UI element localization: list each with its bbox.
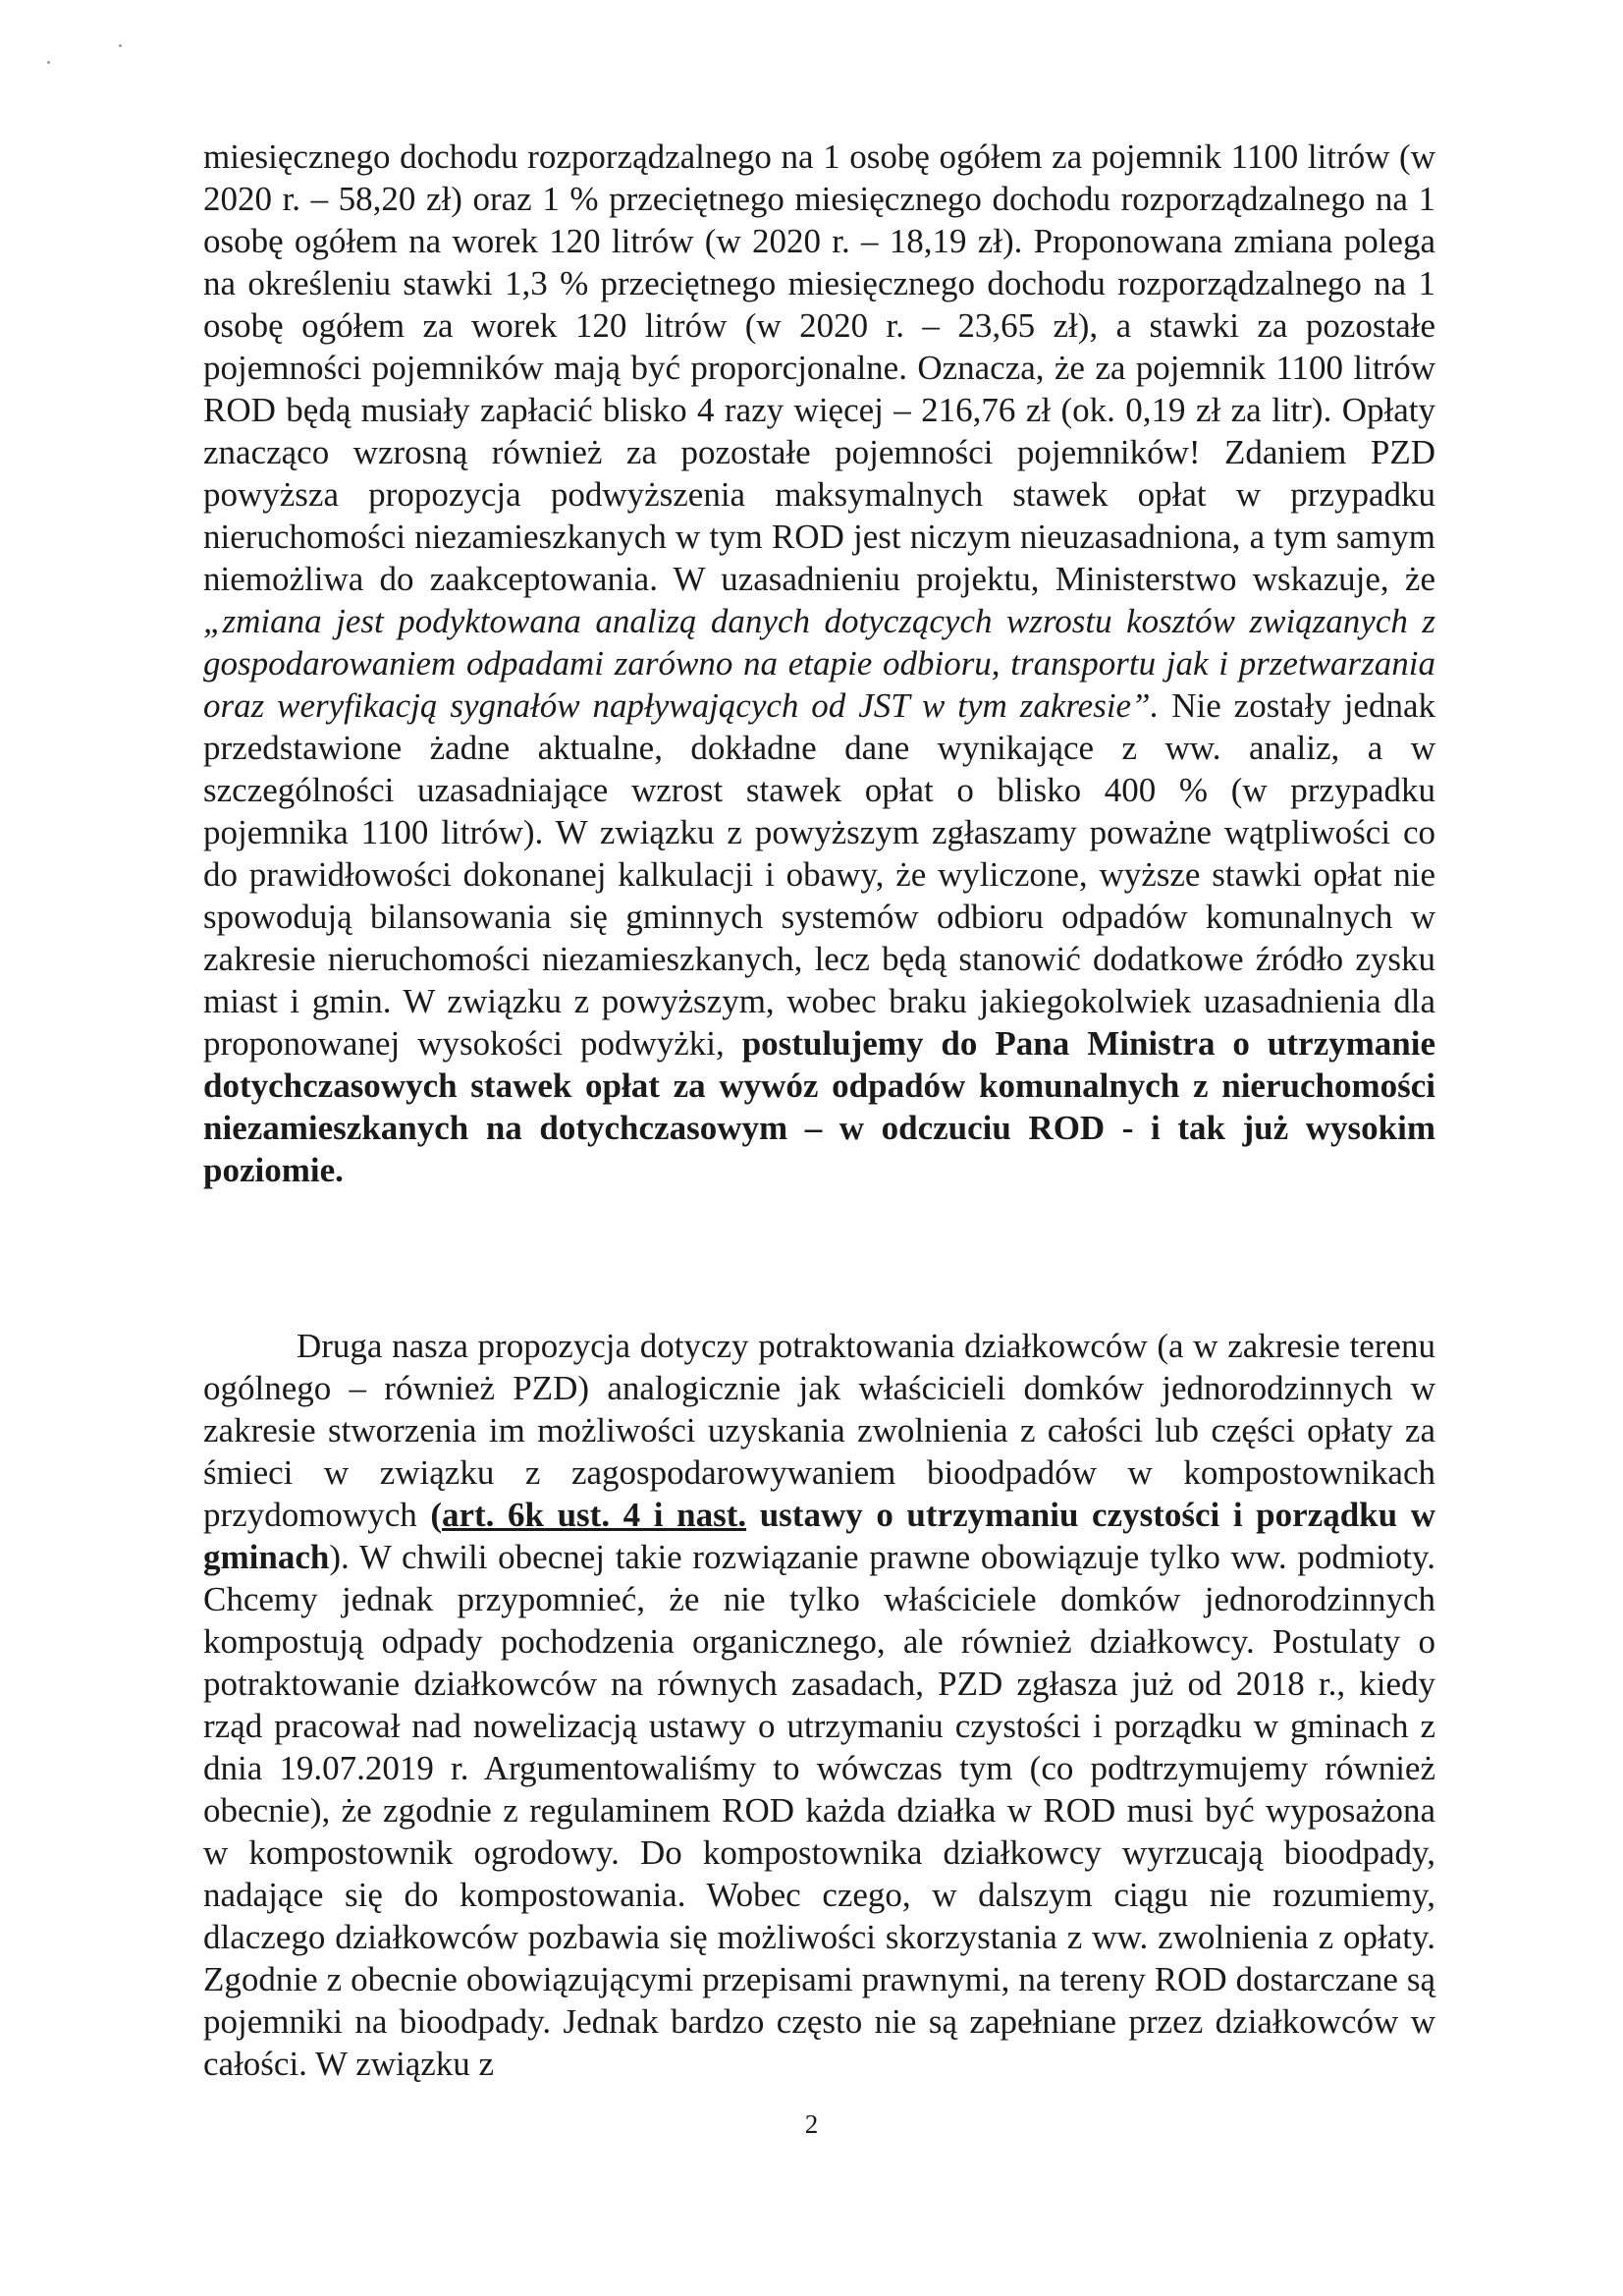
page-number: 2 <box>804 2109 819 2139</box>
paragraph-text: Nie zostały jednak przedstawione żadne aktualne, dokładne dane wynikające z ww. analiz, a w szczególności uzasadniające wzrost stawek opłat o blisko 400 % (w przypadku pojemnika 1100 litrów). W związku z powyższym zgłaszamy poważne wątpliwości co do prawidłowości dokonanej kalkulacji i obawy, że wyliczone, wyższe stawki opłat nie spowodują bilansowania się gminnych systemów odbioru odpadów komunalnych w zakresie nieruchomości niezamieszkanych, lecz będą stanowić dodatkowe źródło zysku miast i gmin. W związku z powyższym, wobec braku jakiegokolwiek uzasadnienia dla proponowanej wysokości podwyżki, <box>203 686 1436 1063</box>
paragraph-rates <box>203 136 1435 1191</box>
law-reference: (art. 6k ust. 4 i nast. ustawy o utrzymaniu czystości i porządku w gminach <box>203 1496 1435 1576</box>
scan-artifact <box>119 44 122 47</box>
scan-artifact <box>47 61 50 64</box>
paragraph-text: miesięcznego dochodu rozporządzalnego na 1 osobę ogółem za pojemnik 1100 litrów (w 2020 r. – 58,20 zł) oraz 1 % przeciętnego miesięcznego dochodu rozporządzalnego na 1 osobę ogółem na worek 120 litrów (w 2020 r. – 18,19 zł). Proponowana zmiana polega na określeniu stawki 1,3 % przeciętnego miesięcznego dochodu rozporządzalnego na 1 osobę ogółem za worek 120 litrów (w 2020 r. – 23,65 zł), a stawki za pozostałe pojemności pojemników mają być proporcjonalne. Oznacza, że za pojemnik 1100 litrów ROD będą musiały zapłacić blisko 4 razy więcej – 216,76 zł (ok. 0,19 zł za litr). Opłaty znacząco wzrosną również za pozostałe pojemności pojemników! Zdaniem PZD powyższa propozycja podwyższenia maksymalnych stawek opłat w przypadku nieruchomości niezamieszkanych w tym ROD jest niczym nieuzasadniona, a tym samym niemożliwa do zaakceptowania. W uzasadnieniu projektu, Ministerstwo wskazuje, że <box>203 137 1435 598</box>
postulate-bold: postulujemy do Pana Ministra o utrzymanie dotychczasowych stawek opłat za wywóz odpadów komunalnych z nieruchomości niezamieszkanych na dotychczasowym – w odczuciu ROD - i tak już wysokim poziomie. <box>203 1024 1435 1189</box>
paragraph-text: ). W chwili obecnej takie rozwiązanie prawne obowiązuje tylko ww. podmioty. Chcemy jednak przypomnieć, że nie tylko właściciele domków jednorodzinnych kompostują odpady pochodzenia organicznego, ale również działkowcy. Postulaty o potraktowanie działkowców na równych zasadach, PZD zgłasza już od 2018 r., kiedy rząd pracował nad nowelizacją ustawy o utrzymaniu czystości i porządku w gminach z dnia 19.07.2019 r. Argumentowaliśmy to wówczas tym (co podtrzymujemy również obecnie), że zgodnie z regulaminem ROD każda działka w ROD musi być wyposażona w kompostownik ogrodowy. Do kompostownika działkowcy wyrzucają bioodpady, nadające się do kompostowania. Wobec czego, w dalszym ciągu nie rozumiemy, dlaczego działkowców pozbawia się możliwości skorzystania z ww. zwolnienia z opłaty. Zgodnie z obecnie obowiązującymi przepisami prawnymi, na tereny ROD dostarczane są pojemniki na bioodpady. Jednak bardzo często nie są zapełniane przez działkowców w całości. W związku z <box>203 1538 1435 2083</box>
paragraph-composting <box>203 1325 1435 2085</box>
ministry-quote: „zmiana jest podyktowana analizą danych dotyczących wzrostu kosztów związanych z gospodarowaniem odpadami zarówno na etapie odbioru, transportu jak i przetwarzania oraz weryfikacją sygnałów napływających od JST w tym zakresie”. <box>203 602 1435 725</box>
law-article-link: art. 6k ust. 4 i nast. <box>441 1496 747 1534</box>
paragraph-text: Druga nasza propozycja dotyczy potraktowania działkowców (a w zakresie terenu ogólnego – również PZD) analogicznie jak właścicieli domków jednorodzinnych w zakresie stworzenia im możliwości uzyskania zwolnienia z całości lub części opłaty za śmieci w związku z zagospodarowywaniem bioodpadów w kompostownikach przydomowych <box>203 1327 1435 1534</box>
